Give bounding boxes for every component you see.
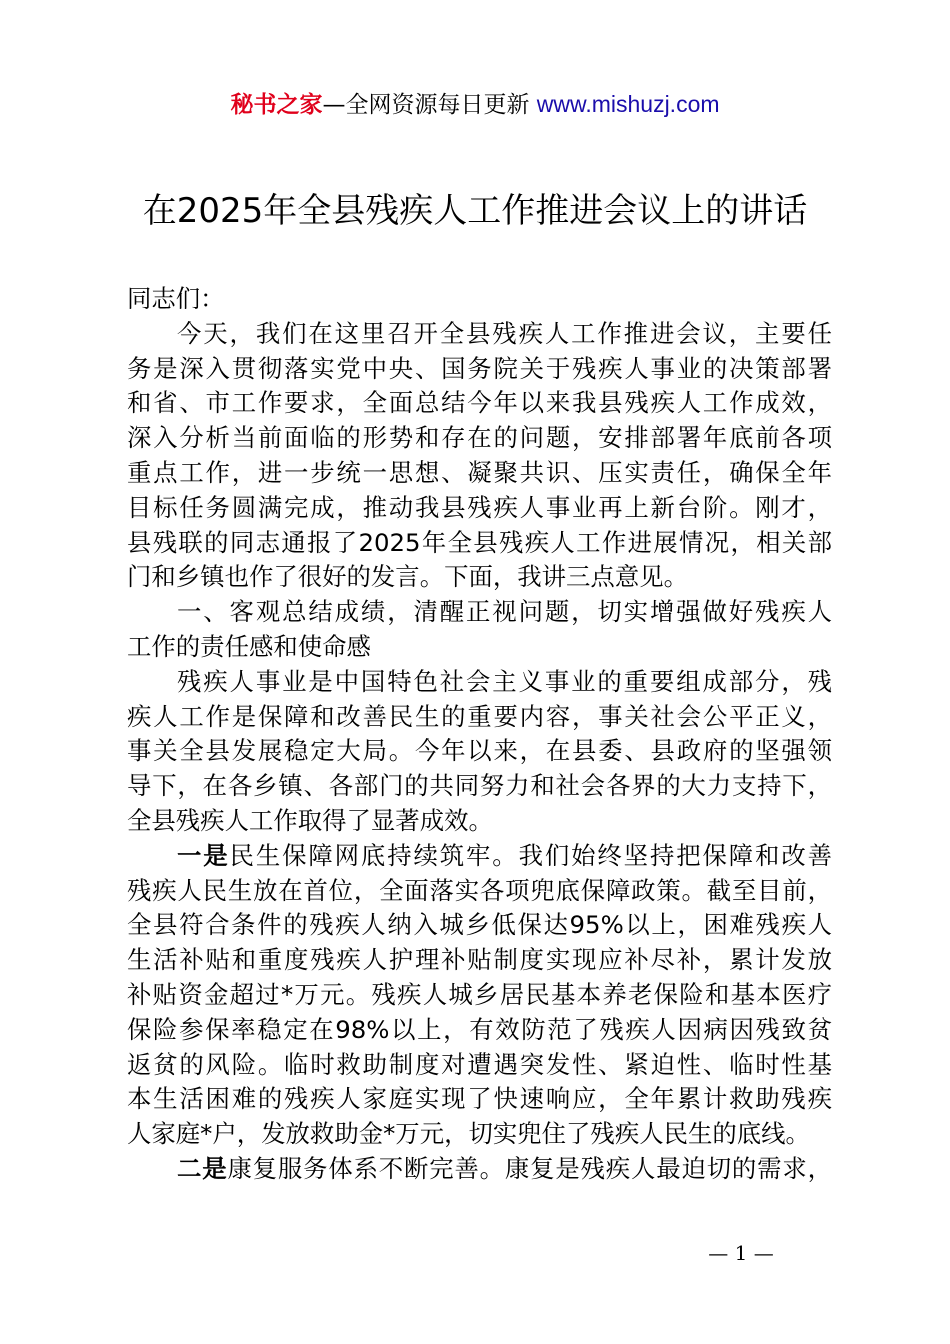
header-separator: —	[322, 92, 346, 118]
site-slogan: 全网资源每日更新	[345, 92, 530, 118]
paragraph-line: 全县符合条件的残疾人纳入城乡低保达95%以上，困难残疾人	[127, 910, 832, 940]
paragraph-line: 补贴资金超过*万元。残疾人城乡居民基本养老保险和基本医疗	[127, 979, 832, 1009]
paragraph-line: 务是深入贯彻落实党中央、国务院关于残疾人事业的决策部署	[127, 353, 832, 383]
paragraph-line	[127, 1152, 832, 1187]
paragraph-line: 今天，我们在这里召开全县残疾人工作推进会议，主要任	[177, 318, 832, 348]
paragraph-line: 人家庭*户，发放救助金*万元，切实兜住了残疾人民生的底线。	[127, 1119, 810, 1149]
paragraph-line: 残疾人事业是中国特色社会主义事业的重要组成部分，残	[177, 666, 832, 696]
paragraph-line: 残疾人民生放在首位，全面落实各项兜底保障政策。截至目前，	[127, 875, 832, 905]
paragraph-line: 保险参保率稳定在98%以上，有效防范了残疾人因病因残致贫	[127, 1014, 832, 1044]
paragraph-point-one	[127, 839, 832, 1152]
paragraph-line: 和省、市工作要求，全面总结今年以来我县残疾人工作成效，	[127, 388, 832, 418]
heading-line: 工作的责任感和使命感	[127, 631, 371, 661]
paragraph-line	[127, 839, 832, 874]
salutation: 同志们：	[127, 284, 225, 313]
paragraph-line: 返贫的风险。临时救助制度对遭遇突发性、紧迫性、临时性基	[127, 1049, 832, 1079]
paragraph-overview	[127, 665, 832, 839]
paragraph-line: 生活补贴和重度残疾人护理补贴制度实现应补尽补，累计发放	[127, 945, 832, 975]
paragraph-line: 深入分析当前面临的形势和存在的问题，安排部署年底前各项	[127, 423, 832, 453]
paragraph-line: 目标任务圆满完成，推动我县残疾人事业再上新台阶。刚才，	[127, 492, 832, 522]
paragraph-line: 本生活困难的残疾人家庭实现了快速响应，全年累计救助残疾	[127, 1084, 832, 1114]
paragraph-line: 全县残疾人工作取得了显著成效。	[127, 805, 493, 835]
paragraph-line: 重点工作，进一步统一思想、凝聚共识、压实责任，确保全年	[127, 457, 832, 487]
point-lead: 一是	[177, 840, 230, 870]
page-number: — 1 —	[708, 1241, 774, 1265]
paragraph-line: 疾人工作是保障和改善民生的重要内容，事关社会公平正义，	[127, 701, 832, 731]
document-title: 在2025年全县残疾人工作推进会议上的讲话	[142, 191, 808, 231]
point-lead: 二是	[177, 1153, 228, 1183]
paragraph-line: 县残联的同志通报了2025年全县残疾人工作进展情况，相关部	[127, 527, 832, 557]
site-url-link[interactable]: www.mishuzj.com	[536, 91, 720, 117]
paragraph-point-two	[127, 1152, 832, 1187]
document-body	[127, 282, 832, 1187]
paragraph-line: 门和乡镇也作了很好的发言。下面，我讲三点意见。	[127, 562, 688, 592]
section-heading	[127, 595, 832, 665]
site-brand: 秘书之家	[230, 92, 323, 118]
heading-line: 一、客观总结成绩，清醒正视问题，切实增强做好残疾人	[177, 597, 832, 627]
paragraph-line: 事关全县发展稳定大局。今年以来，在县委、县政府的坚强领	[127, 736, 832, 766]
site-header	[0, 88, 950, 121]
paragraph-intro	[127, 317, 832, 595]
paragraph-line: 导下，在各乡镇、各部门的共同努力和社会各界的大力支持下，	[127, 771, 832, 801]
point-text: 康复服务体系不断完善。康复是残疾人最迫切的需求，	[227, 1153, 832, 1183]
point-text: 民生保障网底持续筑牢。我们始终坚持把保障和改善	[229, 840, 832, 870]
